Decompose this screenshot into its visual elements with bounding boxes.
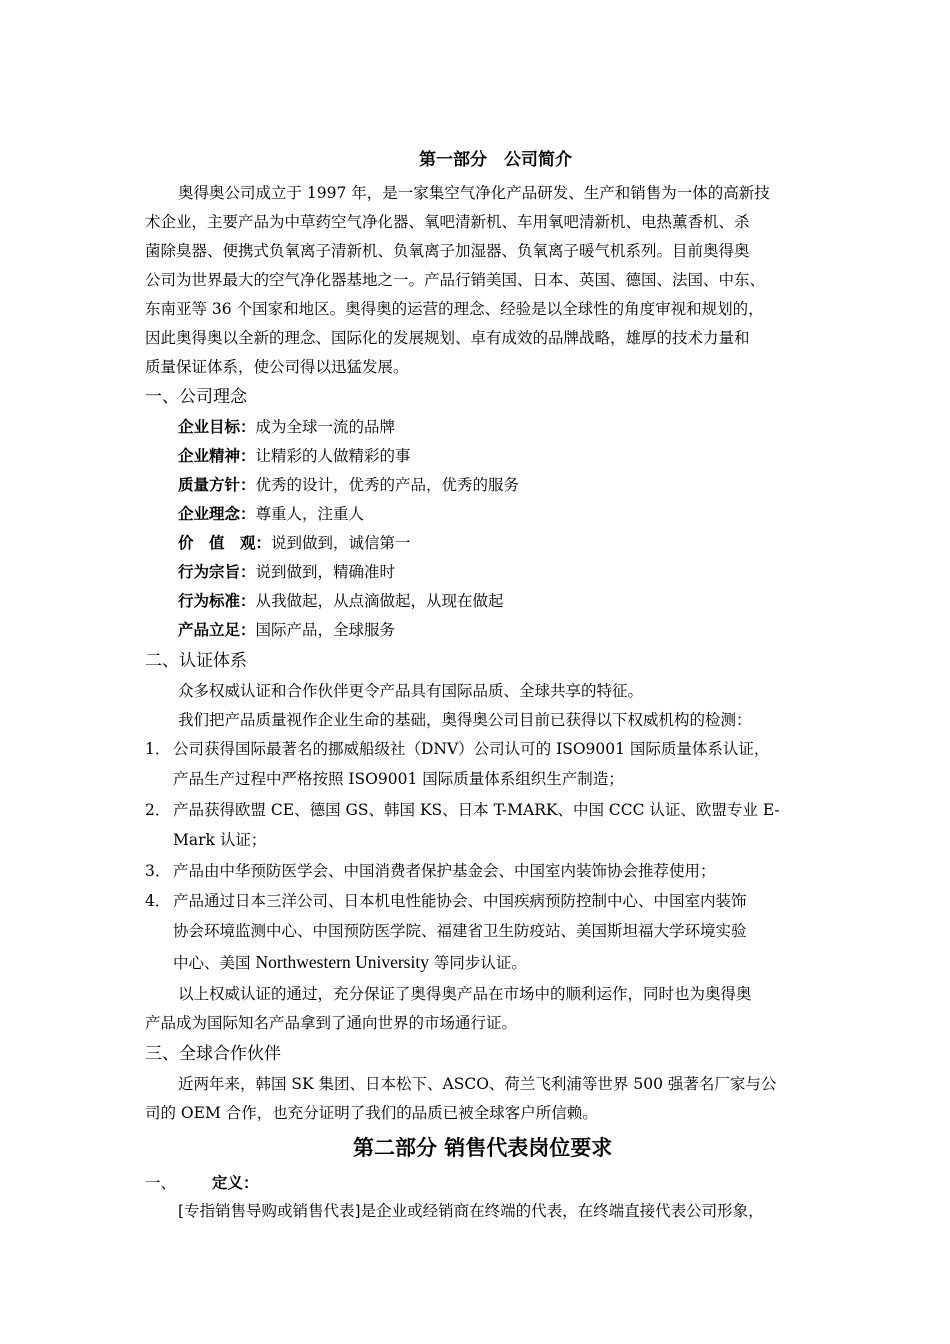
definition-text: [专指销售导购或销售代表]是企业或经销商在终端的代表，在终端直接代表公司形象，	[178, 1202, 764, 1220]
definition-number: 一、	[145, 1174, 177, 1192]
list-item-text: 公司获得国际最著名的挪威船级社（DNV）公司认可的 ISO9001 国际质量体系认证，	[173, 740, 770, 758]
section-heading-philosophy: 一、公司理念	[145, 387, 247, 407]
philosophy-item: 行为标准：从我做起，从点滴做起，从现在做起	[178, 592, 504, 610]
part2-title: 第二部分 销售代表岗位要求	[353, 1136, 613, 1160]
list-item-text: 产品生产过程中严格按照 ISO9001 国际质量体系组织生产制造；	[173, 770, 624, 788]
intro-line: 公司为世界最大的空气净化器基地之一。产品行销美国、日本、英国、德国、法国、中东、	[145, 271, 766, 289]
list-item-text: 协会环境监测中心、中国预防医学院、福建省卫生防疫站、美国斯坦福大学环境实验	[173, 922, 747, 940]
philosophy-item: 企业精神：让精彩的人做精彩的事	[178, 447, 411, 465]
list-item-text: 中心、美国 Northwestern University 等同步认证。	[173, 952, 527, 972]
list-number: 2．	[145, 801, 171, 819]
intro-line: 东南亚等 36 个国家和地区。奥得奥的运营的理念、经验是以全球性的角度审视和规划的，	[145, 300, 764, 318]
partners-paragraph: 司的 OEM 合作，也充分证明了我们的品质已被全球客户所信赖。	[145, 1104, 598, 1122]
cert-paragraph: 我们把产品质量视作企业生命的基础，奥得奥公司目前已获得以下权威机构的检测：	[178, 711, 752, 729]
list-item-text: Mark 认证；	[173, 831, 267, 849]
philosophy-item: 企业理念：尊重人，注重人	[178, 505, 365, 523]
philosophy-item: 企业目标：成为全球一流的品牌	[178, 418, 396, 436]
list-item-text: 产品通过日本三洋公司、日本机电性能协会、中国疾病预防控制中心、中国室内装饰	[173, 892, 747, 910]
list-number: 4．	[145, 892, 171, 910]
philosophy-item: 价 值 观：说到做到，诚信第一	[178, 534, 411, 552]
cert-paragraph: 众多权威认证和合作伙伴更令产品具有国际品质、全球共享的特征。	[178, 682, 644, 700]
cert-closing: 以上权威认证的通过，充分保证了奥得奥产品在市场中的顺利运作，同时也为奥得奥	[178, 985, 752, 1003]
intro-line: 因此奥得奥以全新的理念、国际化的发展规划、卓有成效的品牌战略，雄厚的技术力量和	[145, 329, 750, 347]
philosophy-item: 产品立足：国际产品，全球服务	[178, 621, 396, 639]
partners-paragraph: 近两年来，韩国 SK 集团、日本松下、ASCO、荷兰飞利浦等世界 500 强著名厂家与公	[178, 1075, 777, 1093]
intro-line: 奥得奥公司成立于 1997 年，是一家集空气净化产品研发、生产和销售为一体的高新技	[178, 184, 770, 202]
list-item-text: 产品由中华预防医学会、中国消费者保护基金会、中国室内装饰协会推荐使用；	[173, 862, 716, 880]
intro-line: 术企业，主要产品为中草药空气净化器、氧吧清新机、车用氧吧清新机、电热薰香机、杀	[145, 213, 750, 231]
section-heading-partners: 三、全球合作伙伴	[145, 1044, 281, 1064]
intro-line: 菌除臭器、便携式负氧离子清新机、负氧离子加湿器、负氧离子暖气机系列。目前奥得奥	[145, 242, 750, 260]
list-number: 3．	[145, 862, 171, 880]
list-number: 1．	[145, 740, 171, 758]
philosophy-item: 质量方针：优秀的设计，优秀的产品，优秀的服务	[178, 476, 520, 494]
cert-closing: 产品成为国际知名产品拿到了通向世界的市场通行证。	[145, 1014, 518, 1032]
definition-label: 定义：	[212, 1174, 259, 1192]
intro-line: 质量保证体系，使公司得以迅猛发展。	[145, 358, 409, 376]
part1-title: 第一部分 公司简介	[419, 150, 572, 170]
list-item-text: 产品获得欧盟 CE、德国 GS、韩国 KS、日本 T-MARK、中国 CCC 认证、欧盟专业 E-	[173, 801, 780, 819]
philosophy-item: 行为宗旨：说到做到，精确准时	[178, 563, 396, 581]
section-heading-certification: 二、认证体系	[145, 651, 247, 671]
